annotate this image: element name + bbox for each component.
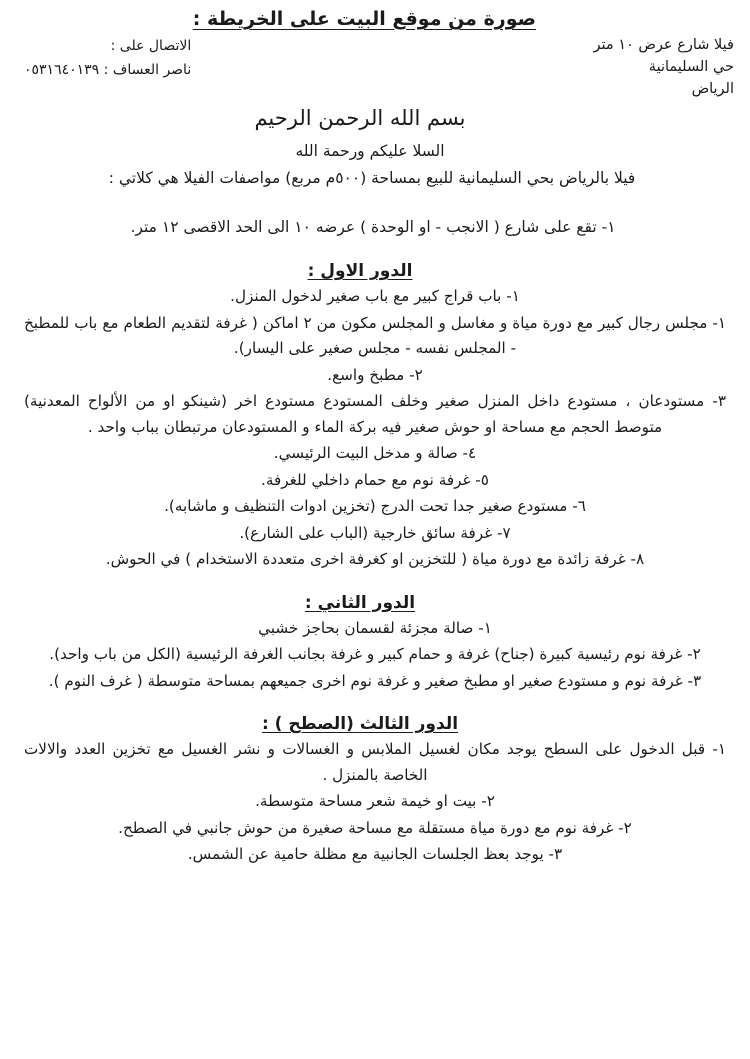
address-line-city: الرياض (691, 81, 734, 97)
floor-item: ٢- غرفة نوم مع دورة مياة مستقلة مع مساحة صغيرة من حوش جانبي في الصطح. (118, 818, 632, 837)
floor-item: ٦- مستودع صغير جدا تحت الدرج (تخزين ادوات التنظيف و ماشابه). (164, 497, 586, 515)
floor-item: ٣- غرفة نوم و مستودع صغير او مطبخ صغير و غرفة نوم اخرى جميعهم بمساحة متوسطة ( غرف النوم ). (48, 671, 702, 690)
document-header (14, 4, 736, 100)
contact-label: الاتصال على : (110, 38, 192, 54)
floor-item: ٨- غرفة زائدة مع دورة مياة ( للتخزين او كغرفة اخرى متعددة الاستخدام ) في الحوش. (105, 550, 645, 568)
floor-section (14, 261, 736, 573)
lead-item-street-width: ١- تقع على شارع ( الانجب - او الوحدة ) عرضه ١٠ الى الحد الاقصى ١٢ متر. (130, 218, 616, 236)
floor-item: ٤- صالة و مدخل البيت الرئيسي. (273, 444, 477, 462)
floor-item: ٧- غرفة سائق خارجية (الباب على الشارع). (239, 523, 511, 542)
floor-item: ٣- يوجد بعظ الجلسات الجانبية مع مظلة حامية عن الشمس. (187, 845, 563, 863)
floor-item: ٣- مستودعان ، مستودع داخل المنزل صغير وخلف المستودع مستودع اخر (شينكو او من الألواح المعدنية) متوصط الحجم مع مساحة او حوش صغير فيه بركة الماء و المستودعان مرتبطان بباب واحد . (24, 392, 726, 436)
map-location-caption: صورة من موقع البيت على الخريطة : (192, 8, 536, 30)
floor-item: ١- قبل الدخول على السطح يوجد مكان لغسيل الملابس و الغسالات و نشر الغسيل مع تخزين العدد والالات الخاصة بالمنزل . (24, 740, 726, 784)
floor-item: ١- صالة مجزئة لقسمان بحاجز خشبي (258, 618, 492, 637)
floor-item: ١- باب قراج كبير مع باب صغير لدخول المنزل. (230, 287, 520, 305)
contact-block (24, 34, 191, 82)
floor-section-title: الدور الثالث (الصطح ) : (261, 714, 459, 734)
floor-section (14, 593, 736, 695)
floor-item: ٥- غرفة نوم مع حمام داخلي للغرفة. (261, 470, 489, 489)
greeting-line: السلا عليكم ورحمة الله (295, 142, 445, 160)
floor-section (14, 714, 736, 868)
address-line-street: فيلا شارع عرض ١٠ متر (593, 37, 734, 53)
spacer (14, 191, 736, 213)
contact-name-phone: ناصر العساف : ٠٥٣١٦٤٠١٣٩ (24, 62, 192, 78)
floor-item: ٢- بيت او خيمة شعر مساحة متوسطة. (255, 792, 495, 810)
floor-item: ٢- مطبخ واسع. (327, 365, 423, 384)
sections-container (14, 261, 736, 868)
floor-section-title: الدور الاول : (307, 261, 413, 281)
intro-line: فيلا بالرياض بحي السليمانية للبيع بمساحة (٥٠٠م مربع) مواصفات الفيلا هي كلاتي : (108, 169, 636, 187)
property-address-block (593, 34, 734, 100)
basmala-line: بسم الله الرحمن الرحيم (254, 106, 466, 130)
floor-item: ١- مجلس رجال كبير مع دورة مياة و مغاسل و المجلس مكون من ٢ اماكن ( غرفة لتقديم الطعام مع باب للمطبخ - المجلس نفسه - مجلس صغير على اليسار). (24, 313, 726, 357)
address-line-district: حي السليمانية (648, 59, 734, 75)
floor-item: ٢- غرفة نوم رئيسية كبيرة (جناح) غرفة و حمام كبير و غرفة بجانب الغرفة الرئيسية (الكل من باب واحد). (49, 645, 701, 663)
floor-section-title: الدور الثاني : (304, 592, 416, 613)
